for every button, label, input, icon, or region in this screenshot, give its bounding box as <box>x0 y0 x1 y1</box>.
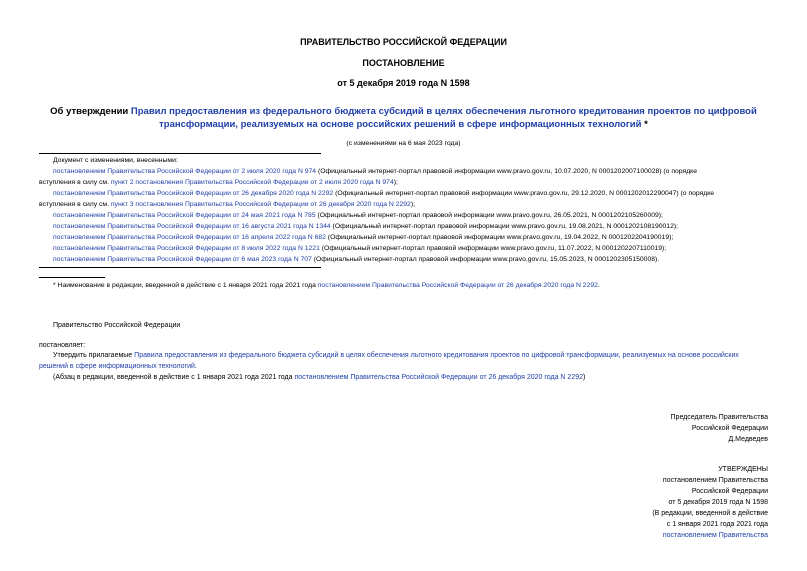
title-rules-link-cont[interactable]: трансформации, реализуемых на основе российских решений в сфере информационных технологий <box>159 119 642 130</box>
title-rules-link[interactable]: Правил предоставления из федерального бюджета субсидий в целях обеспечения льготного кредитования проектов по цифровой <box>130 106 757 117</box>
divider-bottom <box>39 267 321 268</box>
document-title-line2 <box>0 118 807 131</box>
amendment-link[interactable]: постановлением Правительства Российской Федерации от 24 мая 2021 года N 785 <box>53 212 316 219</box>
amendment-item: постановлением Правительства Российской Федерации от 24 мая 2021 года N 785 (Официальный интернет-портал правовой информации www.pravo.gov.ru, 26.05.2021, N 0001202105260009); <box>53 212 663 219</box>
approved-line: от 5 декабря 2019 года N 1598 <box>668 499 768 506</box>
amendment-item-cont: вступления в силу см. пункт 3 постановления Правительства Российской Федерации от 26 декабря 2020 года N 2292); <box>39 201 415 208</box>
divider-top <box>39 153 321 154</box>
amendment-item: постановлением Правительства Российской Федерации от 26 декабря 2020 года N 2292 (Официальный интернет-портал правовой информации www.pravo.gov.ru, 29.12.2020, N 0001202012290047) (о порядке <box>53 190 715 197</box>
footnote-link[interactable]: постановлением Правительства Российской Федерации от 26 декабря 2020 года N 2292 <box>317 282 598 289</box>
paragraph-note-link[interactable]: постановлением Правительства Российской Федерации от 26 декабря 2020 года N 2292 <box>294 374 583 381</box>
approved-link[interactable]: постановлением Правительства <box>662 532 768 539</box>
footnote: * Наименование в редакции, введенной в действие с 1 января 2021 года 2021 года постановлением Правительства Российской Федерации от 26 декабря 2020 года N 2292. <box>53 282 600 289</box>
signature-position: Председатель Правительства <box>670 414 768 421</box>
approved-line: Российской Федерации <box>691 488 768 495</box>
amendment-link[interactable]: постановлением Правительства Российской Федерации от 6 мая 2023 года N 707 <box>53 256 312 263</box>
approve-paragraph-cont: решений в сфере информационных технологий. <box>39 363 197 370</box>
government-header: ПРАВИТЕЛЬСТВО РОССИЙСКОЙ ФЕДЕРАЦИИ <box>300 37 507 47</box>
document-date-number: от 5 декабря 2019 года N 1598 <box>337 78 470 88</box>
amendment-link[interactable]: постановлением Правительства Российской Федерации от 8 июля 2022 года N 1221 <box>53 245 320 252</box>
title-prefix: Об утверждении <box>50 106 131 117</box>
changes-note: (с изменениями на 6 мая 2023 года) <box>346 140 461 147</box>
amendment-item: постановлением Правительства Российской Федерации от 8 июля 2022 года N 1221 (Официальный интернет-портал правовой информации www.pravo.gov.ru, 11.07.2022, N 0001202207110019); <box>53 245 667 252</box>
title-suffix: * <box>641 119 648 130</box>
paragraph-note: (Абзац в редакции, введенной в действие с 1 января 2021 года 2021 года постановлением Правительства Российской Федерации от 26 декабря 2020 года N 2292) <box>53 374 586 381</box>
amendment-link[interactable]: постановлением Правительства Российской Федерации от 26 декабря 2020 года N 2292 <box>53 190 334 197</box>
body-decrees: постановляет: <box>39 342 86 349</box>
signature-name: Д.Медведев <box>728 436 768 443</box>
amendment-item-cont: вступления в силу см. пункт 2 постановления Правительства Российской Федерации от 2 июля 2020 года N 974); <box>39 179 398 186</box>
amendments-intro: Документ с изменениями, внесенными: <box>53 157 178 164</box>
footnote-divider <box>39 277 105 278</box>
amendment-link[interactable]: постановлением Правительства Российской Федерации от 2 июля 2020 года N 974 <box>53 168 317 175</box>
amendment-item: постановлением Правительства Российской Федерации от 2 июля 2020 года N 974 (Официальный интернет-портал правовой информации www.pravo.gov.ru, 10.07.2020, N 0001202007100028) (о порядке <box>53 168 697 175</box>
approved-line: (В редакции, введенной в действие <box>652 510 768 517</box>
signature-country: Российской Федерации <box>691 425 768 432</box>
approve-rules-link-cont[interactable]: решений в сфере информационных технологий <box>39 363 195 370</box>
amendment-link[interactable]: постановлением Правительства Российской Федерации от 16 августа 2021 года N 1344 <box>53 223 331 230</box>
approved-line: постановлением Правительства <box>662 477 768 484</box>
body-government: Правительство Российской Федерации <box>53 322 181 329</box>
approve-paragraph: Утвердить прилагаемые Правила предоставления из федерального бюджета субсидий в целях обеспечения льготного кредитования проектов по цифровой трансформации, реализуемых на основе российских <box>53 352 739 359</box>
amendment-item: постановлением Правительства Российской Федерации от 6 мая 2023 года N 707 (Официальный интернет-портал правовой информации www.pravo.gov.ru, 15.05.2023, N 0001202305150008). <box>53 256 660 263</box>
approved-heading: УТВЕРЖДЕНЫ <box>718 466 768 473</box>
amendment-clause-link[interactable]: пункт 3 постановления Правительства Российской Федерации от 26 декабря 2020 года N 2292 <box>110 201 411 208</box>
approve-rules-link[interactable]: Правила предоставления из федерального бюджета субсидий в целях обеспечения льготного кредитования проектов по цифровой трансформации, реализуемых на основе российских <box>134 352 739 359</box>
document-type: ПОСТАНОВЛЕНИЕ <box>362 58 445 68</box>
document-title-line1 <box>0 105 807 118</box>
approved-line: с 1 января 2021 года 2021 года <box>666 521 768 528</box>
amendment-item: постановлением Правительства Российской Федерации от 16 августа 2021 года N 1344 (Официальный интернет-портал правовой информации www.pravo.gov.ru, 19.08.2021, N 0001202108190012); <box>53 223 678 230</box>
amendment-link[interactable]: постановлением Правительства Российской Федерации от 16 апреля 2022 года N 682 <box>53 234 326 241</box>
amendment-clause-link[interactable]: пункт 2 постановления Правительства Российской Федерации от 2 июля 2020 года N 974 <box>110 179 394 186</box>
amendment-item: постановлением Правительства Российской Федерации от 16 апреля 2022 года N 682 (Официальный интернет-портал правовой информации www.pravo.gov.ru, 19.04.2022, N 0001202204190019); <box>53 234 674 241</box>
